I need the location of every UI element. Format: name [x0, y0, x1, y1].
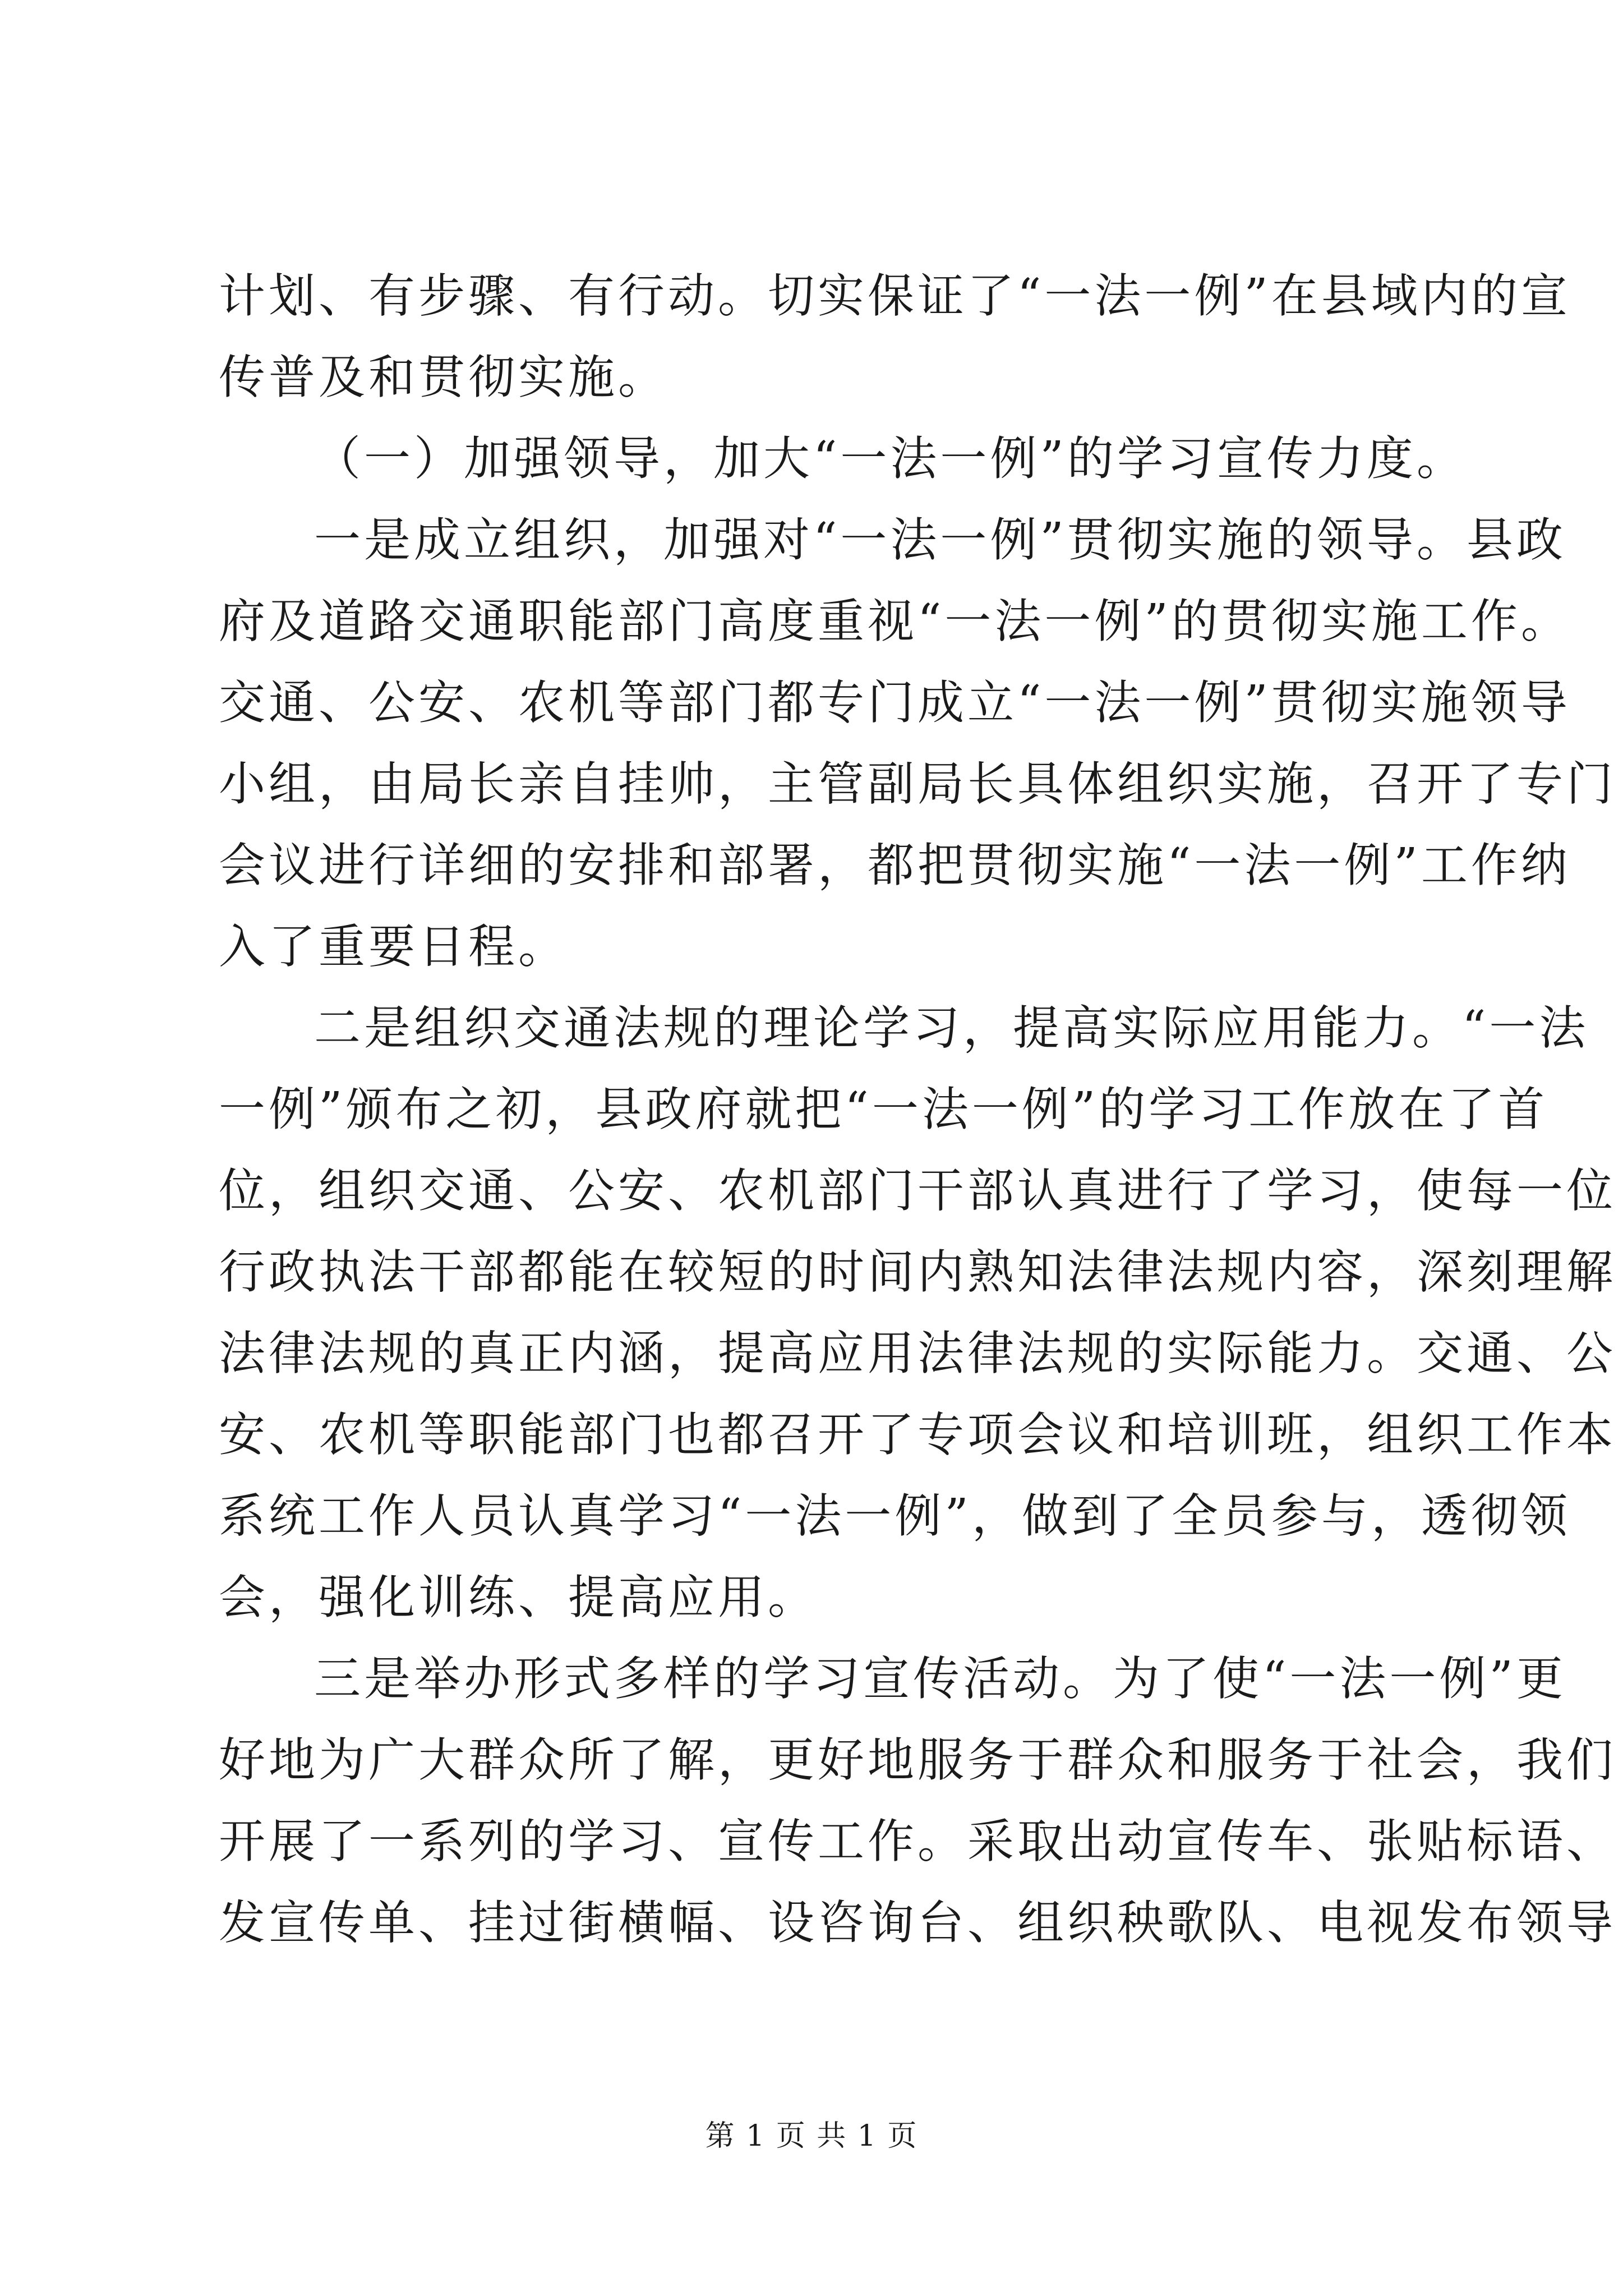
text-line: 法律法规的真正内涵，提高应用法律法规的实际能力。交通、公: [219, 1326, 1616, 1381]
text-line: 传普及和贯彻实施。: [219, 350, 668, 404]
text-line: 发宣传单、挂过街横幅、设咨询台、组织秧歌队、电视发布领导: [219, 1895, 1616, 1950]
paragraph-first-line: 二是组织交通法规的理论学习，提高实际应用能力。“一法: [314, 1001, 1589, 1055]
text-line: 系统工作人员认真学习“一法一例”，做到了全员参与，透彻领: [219, 1489, 1571, 1543]
text-line: 小组，由局长亲自挂帅，主管副局长具体组织实施，召开了专门: [219, 757, 1616, 811]
text-line: 府及道路交通职能部门高度重视“一法一例”的贯彻实施工作。: [219, 594, 1571, 648]
section-heading: （一）加强领导，加大“一法一例”的学习宣传力度。: [314, 431, 1467, 486]
text-line: 入了重要日程。: [219, 919, 568, 974]
paragraph-first-line: 三是举办形式多样的学习宣传活动。为了使“一法一例”更: [314, 1651, 1566, 1706]
text-line: 行政执法干部都能在较短的时间内熟知法律法规内容，深刻理解: [219, 1245, 1616, 1299]
text-line: 一例”颁布之初，县政府就把“一法一例”的学习工作放在了首: [219, 1082, 1548, 1137]
text-line: 会议进行详细的安排和部署，都把贯彻实施“一法一例”工作纳: [219, 838, 1571, 892]
page-number-label: 第 1 页 共 1 页: [705, 2119, 918, 2153]
text-line: 开展了一系列的学习、宣传工作。采取出动宣传车、张贴标语、: [219, 1814, 1616, 1869]
text-line: 计划、有步骤、有行动。切实保证了“一法一例”在县域内的宣: [219, 269, 1571, 323]
text-line: 会，强化训练、提高应用。: [219, 1570, 818, 1625]
text-line: 好地为广大群众所了解，更好地服务于群众和服务于社会，我们: [219, 1733, 1616, 1787]
page-footer: [0, 2112, 1623, 2154]
text-line: 位，组织交通、公安、农机部门干部认真进行了学习，使每一位: [219, 1163, 1616, 1218]
text-line: 安、农机等职能部门也都召开了专项会议和培训班，组织工作本: [219, 1407, 1616, 1462]
document-body: [219, 255, 1616, 1963]
paragraph-first-line: 一是成立组织，加强对“一法一例”贯彻实施的领导。县政: [314, 513, 1566, 567]
text-line: 交通、公安、农机等部门都专门成立“一法一例”贯彻实施领导: [219, 675, 1571, 730]
